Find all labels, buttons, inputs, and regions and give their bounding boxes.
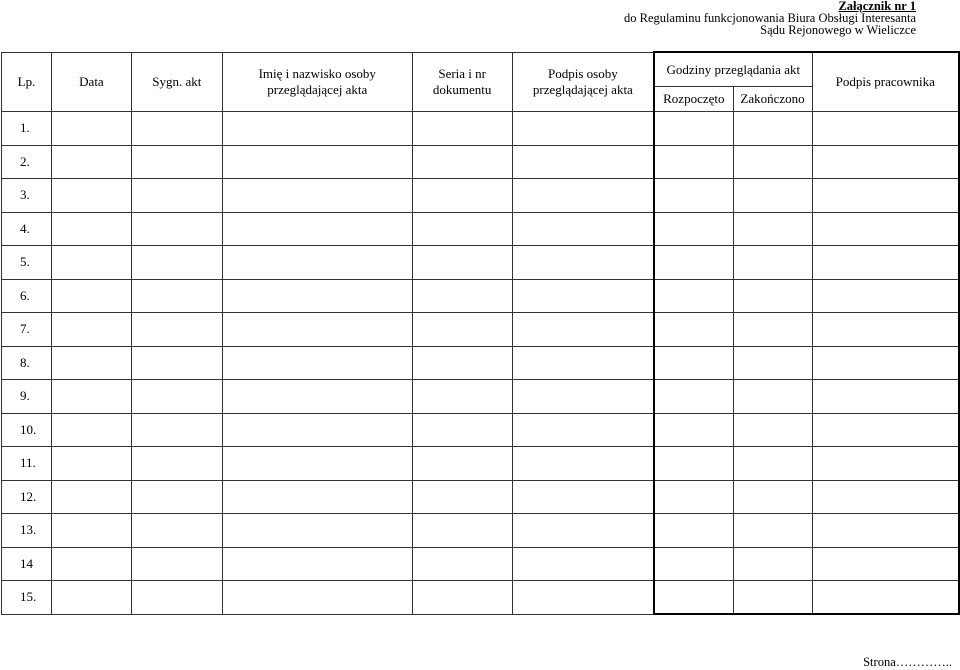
row-date[interactable] — [51, 145, 131, 179]
row-date[interactable] — [51, 313, 131, 347]
row-id-document[interactable] — [412, 313, 512, 347]
col-header-id-document: Seria i nr dokumentu — [412, 52, 512, 112]
file-review-register-table — [1, 51, 960, 615]
row-date[interactable] — [51, 514, 131, 548]
table-row — [2, 380, 960, 414]
table-row — [2, 413, 960, 447]
col-header-lp: Lp. — [2, 52, 52, 112]
row-lp: 9. — [2, 380, 52, 414]
row-id-document[interactable] — [412, 346, 512, 380]
row-person-name[interactable] — [222, 380, 412, 414]
court-name: Sądu Rejonowego w Wieliczce — [760, 23, 916, 37]
row-id-document[interactable] — [412, 447, 512, 481]
row-staff-signature[interactable] — [812, 145, 959, 179]
row-case-number[interactable] — [131, 313, 222, 347]
row-person-name[interactable] — [222, 145, 412, 179]
row-person-name[interactable] — [222, 346, 412, 380]
col-header-started: Rozpoczęto — [654, 87, 733, 112]
row-id-document[interactable] — [412, 279, 512, 313]
row-person-name[interactable] — [222, 547, 412, 581]
row-lp: 1. — [2, 112, 52, 146]
row-staff-signature[interactable] — [812, 179, 959, 213]
row-staff-signature[interactable] — [812, 346, 959, 380]
row-case-number[interactable] — [131, 246, 222, 280]
row-person-signature[interactable] — [512, 480, 654, 514]
row-person-name[interactable] — [222, 212, 412, 246]
row-finished[interactable] — [733, 279, 812, 313]
row-person-signature[interactable] — [512, 179, 654, 213]
table-row — [2, 179, 960, 213]
row-person-name[interactable] — [222, 447, 412, 481]
row-finished[interactable] — [733, 346, 812, 380]
col-header-date: Data — [51, 52, 131, 112]
attachment-title: Załącznik nr 1 — [838, 0, 916, 13]
row-case-number[interactable] — [131, 581, 222, 615]
row-date[interactable] — [51, 447, 131, 481]
row-started[interactable] — [654, 313, 733, 347]
row-lp: 12. — [2, 480, 52, 514]
row-finished[interactable] — [733, 480, 812, 514]
row-person-signature[interactable] — [512, 380, 654, 414]
table-row — [2, 279, 960, 313]
row-id-document[interactable] — [412, 514, 512, 548]
row-person-name[interactable] — [222, 480, 412, 514]
row-started[interactable] — [654, 413, 733, 447]
col-header-person-name: Imię i nazwisko osoby przeglądającej akta — [222, 52, 412, 112]
page-number-field: Strona………….. — [863, 655, 952, 669]
table-row — [2, 581, 960, 615]
row-id-document[interactable] — [412, 246, 512, 280]
row-staff-signature[interactable] — [812, 112, 959, 146]
row-finished[interactable] — [733, 514, 812, 548]
regulation-reference: do Regulaminu funkcjonowania Biura Obsługi Interesanta — [624, 11, 916, 25]
row-date[interactable] — [51, 212, 131, 246]
row-case-number[interactable] — [131, 145, 222, 179]
row-id-document[interactable] — [412, 480, 512, 514]
row-finished[interactable] — [733, 246, 812, 280]
row-person-signature[interactable] — [512, 279, 654, 313]
row-finished[interactable] — [733, 112, 812, 146]
row-date[interactable] — [51, 279, 131, 313]
row-lp: 14 — [2, 547, 52, 581]
row-person-name[interactable] — [222, 112, 412, 146]
row-person-signature[interactable] — [512, 547, 654, 581]
row-id-document[interactable] — [412, 413, 512, 447]
row-case-number[interactable] — [131, 112, 222, 146]
row-finished[interactable] — [733, 380, 812, 414]
row-started[interactable] — [654, 514, 733, 548]
table-row — [2, 112, 960, 146]
row-lp: 15. — [2, 581, 52, 615]
row-finished[interactable] — [733, 145, 812, 179]
row-staff-signature[interactable] — [812, 380, 959, 414]
row-finished[interactable] — [733, 581, 812, 615]
row-lp: 10. — [2, 413, 52, 447]
row-started[interactable] — [654, 212, 733, 246]
row-case-number[interactable] — [131, 179, 222, 213]
row-finished[interactable] — [733, 447, 812, 481]
row-lp: 7. — [2, 313, 52, 347]
row-person-name[interactable] — [222, 313, 412, 347]
row-person-signature[interactable] — [512, 514, 654, 548]
row-id-document[interactable] — [412, 380, 512, 414]
row-id-document[interactable] — [412, 179, 512, 213]
table-row — [2, 145, 960, 179]
row-finished[interactable] — [733, 179, 812, 213]
row-person-signature[interactable] — [512, 112, 654, 146]
row-started[interactable] — [654, 447, 733, 481]
table-row — [2, 514, 960, 548]
row-case-number[interactable] — [131, 413, 222, 447]
row-lp: 3. — [2, 179, 52, 213]
row-staff-signature[interactable] — [812, 581, 959, 615]
row-id-document[interactable] — [412, 145, 512, 179]
table-row — [2, 447, 960, 481]
row-staff-signature[interactable] — [812, 413, 959, 447]
col-header-staff-signature: Podpis pracownika — [812, 52, 959, 112]
row-staff-signature[interactable] — [812, 480, 959, 514]
row-person-name[interactable] — [222, 581, 412, 615]
row-date[interactable] — [51, 413, 131, 447]
row-person-name[interactable] — [222, 179, 412, 213]
row-case-number[interactable] — [131, 514, 222, 548]
table-row — [2, 547, 960, 581]
row-started[interactable] — [654, 246, 733, 280]
row-person-signature[interactable] — [512, 581, 654, 615]
row-case-number[interactable] — [131, 346, 222, 380]
row-staff-signature[interactable] — [812, 212, 959, 246]
col-header-case-number: Sygn. akt — [131, 52, 222, 112]
row-lp: 2. — [2, 145, 52, 179]
col-header-finished: Zakończono — [733, 87, 812, 112]
row-started[interactable] — [654, 480, 733, 514]
row-person-signature[interactable] — [512, 145, 654, 179]
row-started[interactable] — [654, 279, 733, 313]
table-row — [2, 313, 960, 347]
row-lp: 6. — [2, 279, 52, 313]
row-id-document[interactable] — [412, 112, 512, 146]
row-lp: 8. — [2, 346, 52, 380]
row-lp: 11. — [2, 447, 52, 481]
row-person-name[interactable] — [222, 413, 412, 447]
row-person-signature[interactable] — [512, 447, 654, 481]
row-date[interactable] — [51, 380, 131, 414]
row-started[interactable] — [654, 581, 733, 615]
row-case-number[interactable] — [131, 212, 222, 246]
row-case-number[interactable] — [131, 480, 222, 514]
row-person-name[interactable] — [222, 246, 412, 280]
row-started[interactable] — [654, 179, 733, 213]
row-date[interactable] — [51, 581, 131, 615]
row-date[interactable] — [51, 547, 131, 581]
row-finished[interactable] — [733, 413, 812, 447]
row-started[interactable] — [654, 112, 733, 146]
row-case-number[interactable] — [131, 547, 222, 581]
row-person-signature[interactable] — [512, 413, 654, 447]
row-case-number[interactable] — [131, 380, 222, 414]
row-started[interactable] — [654, 145, 733, 179]
row-started[interactable] — [654, 346, 733, 380]
row-staff-signature[interactable] — [812, 279, 959, 313]
row-person-signature[interactable] — [512, 246, 654, 280]
col-header-review-hours: Godziny przeglądania akt — [654, 52, 812, 87]
row-finished[interactable] — [733, 313, 812, 347]
row-person-signature[interactable] — [512, 212, 654, 246]
table-row — [2, 346, 960, 380]
row-lp: 5. — [2, 246, 52, 280]
row-case-number[interactable] — [131, 279, 222, 313]
row-staff-signature[interactable] — [812, 246, 959, 280]
row-finished[interactable] — [733, 547, 812, 581]
row-lp: 4. — [2, 212, 52, 246]
row-finished[interactable] — [733, 212, 812, 246]
row-case-number[interactable] — [131, 447, 222, 481]
table-row — [2, 212, 960, 246]
row-id-document[interactable] — [412, 581, 512, 615]
row-date[interactable] — [51, 346, 131, 380]
row-date[interactable] — [51, 480, 131, 514]
table-row — [2, 246, 960, 280]
row-staff-signature[interactable] — [812, 313, 959, 347]
row-date[interactable] — [51, 246, 131, 280]
row-started[interactable] — [654, 380, 733, 414]
row-date[interactable] — [51, 179, 131, 213]
row-id-document[interactable] — [412, 547, 512, 581]
row-person-name[interactable] — [222, 514, 412, 548]
row-person-name[interactable] — [222, 279, 412, 313]
row-date[interactable] — [51, 112, 131, 146]
table-row — [2, 480, 960, 514]
row-id-document[interactable] — [412, 212, 512, 246]
col-header-person-signature: Podpis osoby przeglądającej akta — [512, 52, 654, 112]
row-started[interactable] — [654, 547, 733, 581]
row-lp: 13. — [2, 514, 52, 548]
row-staff-signature[interactable] — [812, 514, 959, 548]
row-person-signature[interactable] — [512, 313, 654, 347]
row-staff-signature[interactable] — [812, 447, 959, 481]
row-person-signature[interactable] — [512, 346, 654, 380]
row-staff-signature[interactable] — [812, 547, 959, 581]
